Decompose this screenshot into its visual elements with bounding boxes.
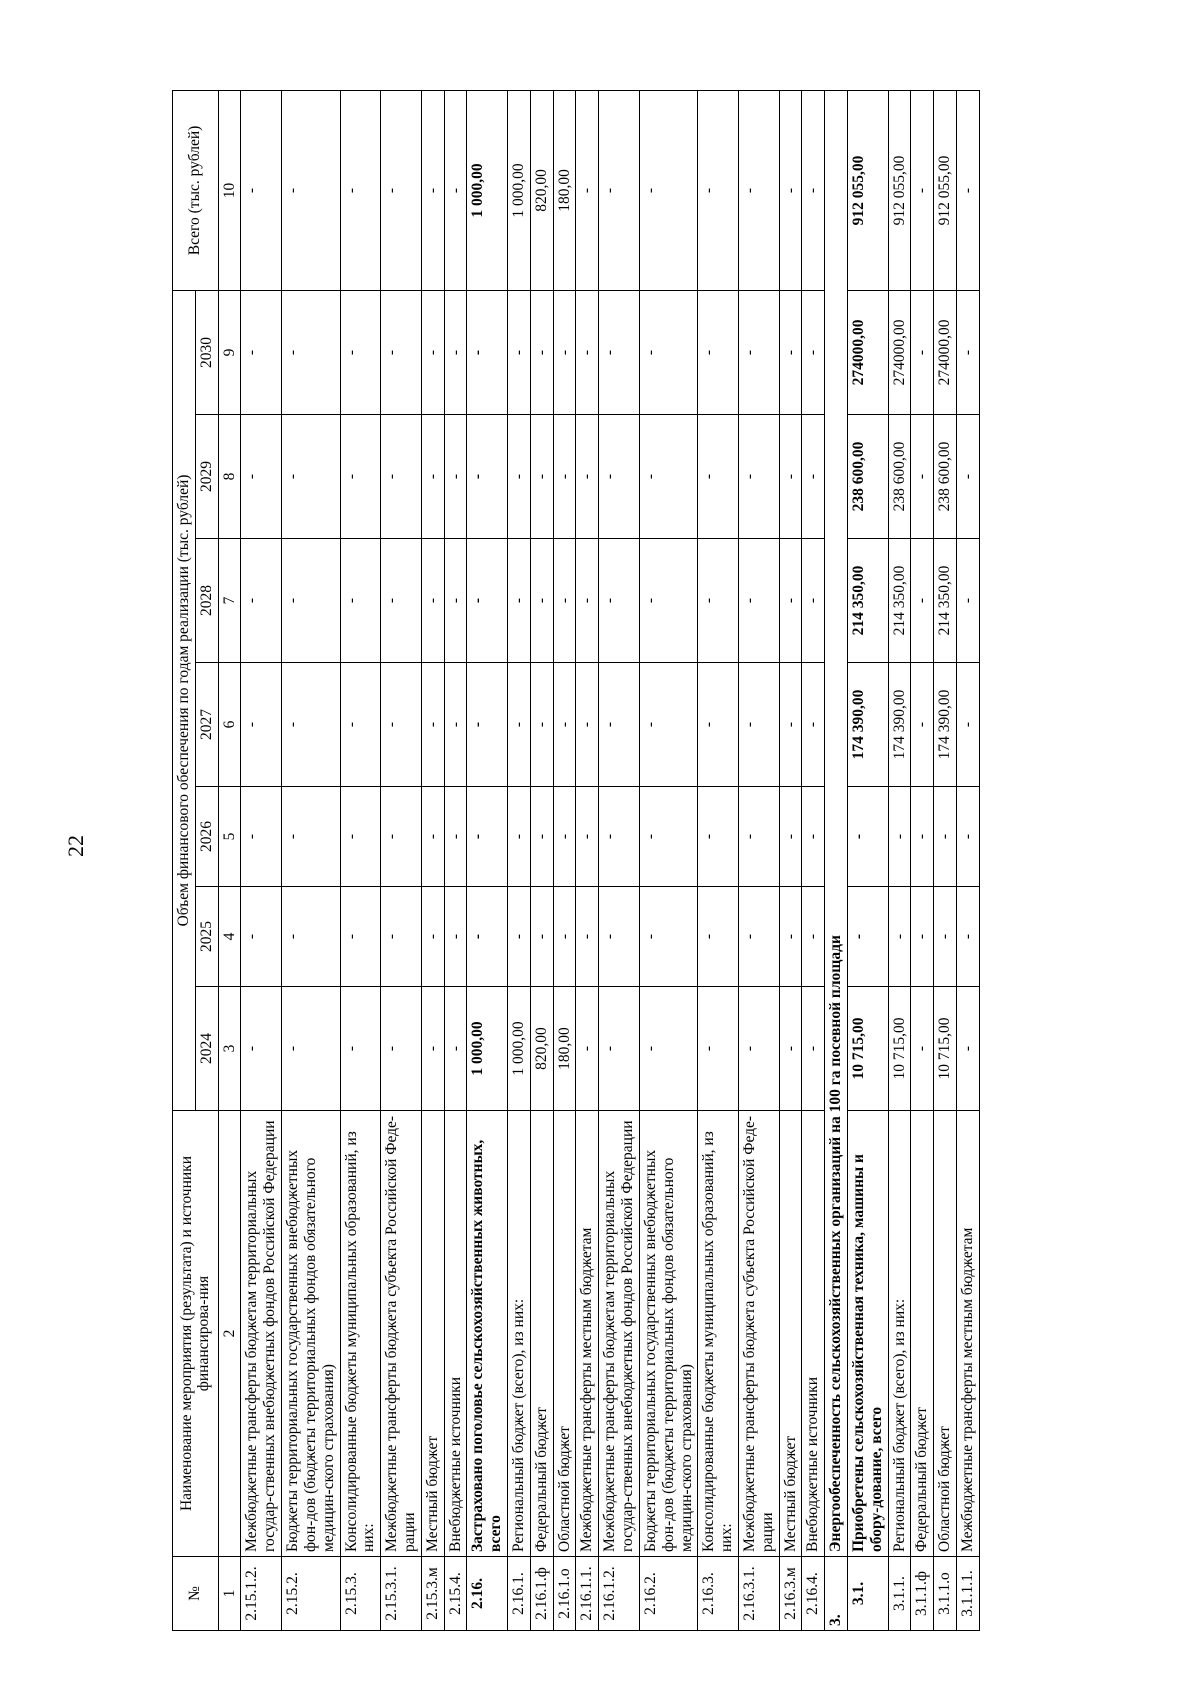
- row-year-value: -: [467, 787, 508, 887]
- row-year-value: -: [957, 787, 980, 887]
- table-row: [340, 90, 381, 1630]
- row-year-value: -: [381, 663, 422, 787]
- row-year-value: -: [576, 663, 599, 787]
- row-name: Региональный бюджет (всего), из них:: [888, 1111, 911, 1557]
- row-year-value: -: [802, 787, 825, 887]
- table-row: [911, 90, 934, 1630]
- row-year-value: -: [553, 290, 576, 414]
- row-year-value: -: [467, 887, 508, 987]
- row-year-value: 238 600,00: [934, 415, 957, 539]
- row-name: Межбюджетные трансферты бюджетам территориальных государ-ственных внебюджетных фондов Российской Федерации: [241, 1111, 282, 1557]
- row-year-value: -: [530, 415, 553, 539]
- row-year-value: -: [698, 290, 739, 414]
- row-name: Бюджеты территориальных государственных внебюджетных фон-дов (бюджеты территориальных фондов обязательного медицин-ского страхования): [282, 1111, 340, 1557]
- header-year: 2024: [195, 987, 218, 1111]
- row-year-value: -: [553, 787, 576, 887]
- row-total: -: [421, 90, 444, 290]
- row-year-value: -: [508, 539, 531, 663]
- row-name: Бюджеты территориальных государственных внебюджетных фон-дов (бюджеты территориальных фондов обязательного медицин-ского страхования): [639, 1111, 697, 1557]
- row-year-value: -: [957, 290, 980, 414]
- row-total: 912 055,00: [848, 90, 889, 290]
- header-year: 2026: [195, 787, 218, 887]
- row-year-value: -: [738, 887, 779, 987]
- row-year-value: -: [530, 539, 553, 663]
- row-total: 912 055,00: [888, 90, 911, 290]
- row-number: 3.1.1.: [888, 1557, 911, 1631]
- row-year-value: -: [467, 415, 508, 539]
- row-number: 2.16.: [467, 1557, 508, 1631]
- row-number: 2.15.3.м: [421, 1557, 444, 1631]
- row-name: Областной бюджет: [934, 1111, 957, 1557]
- row-year-value: 174 390,00: [848, 663, 889, 787]
- row-total: -: [779, 90, 802, 290]
- column-index: 8: [218, 415, 241, 539]
- section-row: [825, 90, 848, 1630]
- row-year-value: 214 350,00: [848, 539, 889, 663]
- row-name: Приобретены сельскохозяйственная техника, машины и обору-дование, всего: [848, 1111, 889, 1557]
- row-year-value: -: [779, 887, 802, 987]
- row-total: 912 055,00: [934, 90, 957, 290]
- row-name: Федеральный бюджет: [911, 1111, 934, 1557]
- table-row: [639, 90, 697, 1630]
- row-year-value: -: [957, 415, 980, 539]
- row-year-value: -: [241, 663, 282, 787]
- row-year-value: 238 600,00: [888, 415, 911, 539]
- table-row: [738, 90, 779, 1630]
- row-year-value: -: [508, 663, 531, 787]
- row-year-value: -: [553, 887, 576, 987]
- row-year-value: -: [779, 987, 802, 1111]
- row-year-value: -: [639, 987, 697, 1111]
- table-row: [381, 90, 422, 1630]
- row-year-value: -: [698, 787, 739, 887]
- row-year-value: -: [911, 290, 934, 414]
- row-year-value: -: [599, 887, 640, 987]
- row-name: Межбюджетные трансферты бюджетам территориальных государ-ственных внебюджетных фондов Российской Федерации: [599, 1111, 640, 1557]
- row-total: -: [698, 90, 739, 290]
- row-total: -: [599, 90, 640, 290]
- row-year-value: -: [381, 290, 422, 414]
- row-year-value: -: [911, 415, 934, 539]
- row-year-value: 820,00: [530, 987, 553, 1111]
- row-total: -: [639, 90, 697, 290]
- row-year-value: -: [508, 290, 531, 414]
- table-row: [802, 90, 825, 1630]
- row-year-value: -: [802, 887, 825, 987]
- row-year-value: -: [467, 663, 508, 787]
- table-row: [934, 90, 957, 1630]
- row-year-value: -: [381, 415, 422, 539]
- row-year-value: 10 715,00: [888, 987, 911, 1111]
- row-total: -: [957, 90, 980, 290]
- row-year-value: -: [340, 987, 381, 1111]
- table-row: [508, 90, 531, 1630]
- row-year-value: -: [911, 539, 934, 663]
- row-year-value: -: [698, 663, 739, 787]
- row-total: -: [802, 90, 825, 290]
- row-year-value: -: [530, 787, 553, 887]
- column-index: 5: [218, 787, 241, 887]
- column-index: 6: [218, 663, 241, 787]
- row-name: Федеральный бюджет: [530, 1111, 553, 1557]
- row-year-value: -: [421, 663, 444, 787]
- row-year-value: 274000,00: [888, 290, 911, 414]
- row-name: Межбюджетные трансферты местным бюджетам: [957, 1111, 980, 1557]
- row-year-value: -: [738, 987, 779, 1111]
- column-index: 10: [218, 90, 241, 290]
- column-index: 3: [218, 987, 241, 1111]
- row-total: 820,00: [530, 90, 553, 290]
- row-name: Межбюджетные трансферты местным бюджетам: [576, 1111, 599, 1557]
- row-name: Межбюджетные трансферты бюджета субъекта Российской Феде-рации: [381, 1111, 422, 1557]
- rotated-table-container: [172, 91, 1052, 1631]
- row-year-value: -: [738, 415, 779, 539]
- row-total: 1 000,00: [508, 90, 531, 290]
- row-year-value: -: [934, 787, 957, 887]
- header-year: 2028: [195, 539, 218, 663]
- row-name: Местный бюджет: [421, 1111, 444, 1557]
- header-year: 2027: [195, 663, 218, 787]
- row-number: 3.1.1.1.: [957, 1557, 980, 1631]
- row-year-value: -: [698, 887, 739, 987]
- row-year-value: 180,00: [553, 987, 576, 1111]
- row-year-value: -: [802, 987, 825, 1111]
- row-number: 3.1.: [848, 1557, 889, 1631]
- row-year-value: -: [340, 290, 381, 414]
- row-year-value: -: [421, 539, 444, 663]
- row-year-value: -: [421, 987, 444, 1111]
- row-year-value: 214 350,00: [888, 539, 911, 663]
- row-year-value: -: [553, 415, 576, 539]
- row-year-value: 1 000,00: [508, 987, 531, 1111]
- row-year-value: -: [911, 787, 934, 887]
- row-year-value: -: [599, 415, 640, 539]
- section-title: Энергообеспеченность сельскохозяйственных организаций на 100 га посевной площади: [825, 90, 848, 1556]
- row-year-value: -: [738, 290, 779, 414]
- header-total: Всего (тыс. рублей): [173, 90, 219, 290]
- row-number: 2.16.1.2.: [599, 1557, 640, 1631]
- table-row: [241, 90, 282, 1630]
- row-year-value: -: [576, 415, 599, 539]
- row-year-value: -: [381, 987, 422, 1111]
- row-year-value: -: [444, 787, 467, 887]
- row-year-value: -: [888, 787, 911, 887]
- row-year-value: -: [639, 415, 697, 539]
- row-number: 3.1.1.ф: [911, 1557, 934, 1631]
- row-year-value: -: [282, 887, 340, 987]
- header-no: №: [173, 1557, 219, 1631]
- row-year-value: -: [421, 787, 444, 887]
- row-number: 2.15.3.: [340, 1557, 381, 1631]
- row-total: -: [738, 90, 779, 290]
- row-year-value: -: [340, 887, 381, 987]
- header-index-row: [218, 90, 241, 1630]
- row-year-value: -: [599, 663, 640, 787]
- row-year-value: -: [698, 539, 739, 663]
- row-year-value: -: [779, 415, 802, 539]
- row-year-value: -: [553, 663, 576, 787]
- table-row: [888, 90, 911, 1630]
- row-year-value: -: [444, 415, 467, 539]
- header-funding-group: Объем финансового обеспечения по годам реализации (тыс. рублей): [173, 290, 196, 1110]
- row-year-value: -: [340, 663, 381, 787]
- row-number: 2.15.2.: [282, 1557, 340, 1631]
- row-year-value: -: [639, 539, 697, 663]
- row-year-value: -: [576, 787, 599, 887]
- row-year-value: -: [848, 787, 889, 887]
- row-year-value: -: [599, 539, 640, 663]
- row-year-value: -: [467, 539, 508, 663]
- row-name: Региональный бюджет (всего), из них:: [508, 1111, 531, 1557]
- row-year-value: -: [467, 290, 508, 414]
- row-year-value: -: [957, 887, 980, 987]
- header-year: 2029: [195, 415, 218, 539]
- table-row: [444, 90, 467, 1630]
- page-number: 22: [63, 835, 88, 857]
- row-year-value: -: [241, 290, 282, 414]
- row-total: -: [911, 90, 934, 290]
- row-year-value: -: [340, 415, 381, 539]
- row-year-value: -: [576, 539, 599, 663]
- row-year-value: -: [282, 787, 340, 887]
- row-year-value: -: [639, 663, 697, 787]
- row-year-value: -: [241, 987, 282, 1111]
- row-year-value: -: [779, 539, 802, 663]
- row-name: Внебюджетные источники: [802, 1111, 825, 1557]
- row-number: 2.16.1.о: [553, 1557, 576, 1631]
- row-year-value: -: [576, 887, 599, 987]
- row-year-value: -: [576, 290, 599, 414]
- row-number: 2.16.1.: [508, 1557, 531, 1631]
- row-number: 2.16.3.1.: [738, 1557, 779, 1631]
- header-year: 2030: [195, 290, 218, 414]
- row-year-value: -: [779, 787, 802, 887]
- row-year-value: -: [802, 290, 825, 414]
- row-total: -: [576, 90, 599, 290]
- table-row: [848, 90, 889, 1630]
- row-number: 2.15.3.1.: [381, 1557, 422, 1631]
- row-year-value: -: [444, 539, 467, 663]
- row-year-value: -: [599, 987, 640, 1111]
- row-year-value: 10 715,00: [934, 987, 957, 1111]
- row-total: -: [381, 90, 422, 290]
- row-number: 2.16.1.1.: [576, 1557, 599, 1631]
- row-year-value: -: [888, 887, 911, 987]
- row-name: Внебюджетные источники: [444, 1111, 467, 1557]
- row-year-value: -: [738, 787, 779, 887]
- row-year-value: -: [639, 787, 697, 887]
- row-year-value: -: [508, 787, 531, 887]
- column-index: 4: [218, 887, 241, 987]
- row-year-value: -: [738, 663, 779, 787]
- row-year-value: -: [530, 887, 553, 987]
- row-year-value: -: [802, 539, 825, 663]
- row-year-value: -: [508, 415, 531, 539]
- row-year-value: -: [576, 987, 599, 1111]
- row-year-value: -: [911, 987, 934, 1111]
- row-total: 1 000,00: [467, 90, 508, 290]
- row-number: 2.15.4.: [444, 1557, 467, 1631]
- row-year-value: 274000,00: [848, 290, 889, 414]
- row-year-value: -: [241, 415, 282, 539]
- row-year-value: -: [957, 987, 980, 1111]
- row-total: -: [241, 90, 282, 290]
- row-year-value: -: [911, 887, 934, 987]
- row-year-value: -: [381, 539, 422, 663]
- table-row: [553, 90, 576, 1630]
- row-total: -: [340, 90, 381, 290]
- row-year-value: -: [957, 663, 980, 787]
- row-number: 2.16.2.: [639, 1557, 697, 1631]
- row-total: 180,00: [553, 90, 576, 290]
- row-name: Консолидированные бюджеты муниципальных образований, из них:: [698, 1111, 739, 1557]
- row-name: Местный бюджет: [779, 1111, 802, 1557]
- row-year-value: -: [802, 415, 825, 539]
- row-number: 2.16.4.: [802, 1557, 825, 1631]
- row-name: Межбюджетные трансферты бюджета субъекта Российской Феде-рации: [738, 1111, 779, 1557]
- row-total: -: [444, 90, 467, 290]
- column-index: 2: [218, 1111, 241, 1557]
- row-year-value: -: [444, 987, 467, 1111]
- row-year-value: -: [340, 787, 381, 887]
- row-year-value: -: [599, 787, 640, 887]
- column-index: 7: [218, 539, 241, 663]
- row-name: Застраховано поголовье сельскохозяйственных животных, всего: [467, 1111, 508, 1557]
- header-name: Наименование мероприятия (результата) и источники финансирова-ния: [173, 1111, 219, 1557]
- row-year-value: -: [779, 663, 802, 787]
- table-row: [957, 90, 980, 1630]
- row-year-value: -: [508, 887, 531, 987]
- row-year-value: 174 390,00: [934, 663, 957, 787]
- row-year-value: -: [802, 663, 825, 787]
- row-year-value: -: [911, 663, 934, 787]
- row-year-value: 274000,00: [934, 290, 957, 414]
- column-index: 9: [218, 290, 241, 414]
- row-year-value: 238 600,00: [848, 415, 889, 539]
- table-row: [576, 90, 599, 1630]
- funding-table: [172, 90, 980, 1631]
- row-year-value: -: [282, 987, 340, 1111]
- row-year-value: -: [444, 887, 467, 987]
- row-name: Консолидированные бюджеты муниципальных образований, из них:: [340, 1111, 381, 1557]
- table-row: [467, 90, 508, 1630]
- row-year-value: -: [241, 787, 282, 887]
- row-year-value: -: [282, 663, 340, 787]
- row-year-value: -: [553, 539, 576, 663]
- section-number: 3.: [825, 1557, 848, 1631]
- row-year-value: -: [698, 415, 739, 539]
- row-year-value: -: [340, 539, 381, 663]
- row-year-value: -: [957, 539, 980, 663]
- row-year-value: -: [639, 290, 697, 414]
- row-year-value: -: [421, 415, 444, 539]
- row-number: 3.1.1.о: [934, 1557, 957, 1631]
- row-year-value: -: [381, 787, 422, 887]
- row-year-value: -: [738, 539, 779, 663]
- row-year-value: -: [282, 415, 340, 539]
- row-year-value: -: [444, 290, 467, 414]
- row-year-value: 174 390,00: [888, 663, 911, 787]
- row-number: 2.15.1.2.: [241, 1557, 282, 1631]
- table-row: [530, 90, 553, 1630]
- row-year-value: -: [698, 987, 739, 1111]
- row-year-value: -: [530, 290, 553, 414]
- table-row: [599, 90, 640, 1630]
- row-year-value: -: [599, 290, 640, 414]
- row-year-value: -: [421, 887, 444, 987]
- row-year-value: -: [282, 290, 340, 414]
- row-year-value: -: [848, 887, 889, 987]
- row-year-value: -: [241, 539, 282, 663]
- header-row-1: [173, 90, 196, 1630]
- row-total: -: [282, 90, 340, 290]
- row-year-value: -: [779, 290, 802, 414]
- row-year-value: -: [421, 290, 444, 414]
- row-year-value: -: [639, 887, 697, 987]
- table-row: [779, 90, 802, 1630]
- row-year-value: -: [934, 887, 957, 987]
- row-year-value: -: [530, 663, 553, 787]
- row-number: 2.16.3.: [698, 1557, 739, 1631]
- row-year-value: 214 350,00: [934, 539, 957, 663]
- row-year-value: -: [381, 887, 422, 987]
- row-year-value: 10 715,00: [848, 987, 889, 1111]
- table-row: [421, 90, 444, 1630]
- table-row: [698, 90, 739, 1630]
- table-row: [282, 90, 340, 1630]
- row-year-value: -: [282, 539, 340, 663]
- row-name: Областной бюджет: [553, 1111, 576, 1557]
- row-number: 2.16.1.ф: [530, 1557, 553, 1631]
- column-index: 1: [218, 1557, 241, 1631]
- row-number: 2.16.3.м: [779, 1557, 802, 1631]
- header-year: 2025: [195, 887, 218, 987]
- row-year-value: -: [241, 887, 282, 987]
- row-year-value: -: [444, 663, 467, 787]
- row-year-value: 1 000,00: [467, 987, 508, 1111]
